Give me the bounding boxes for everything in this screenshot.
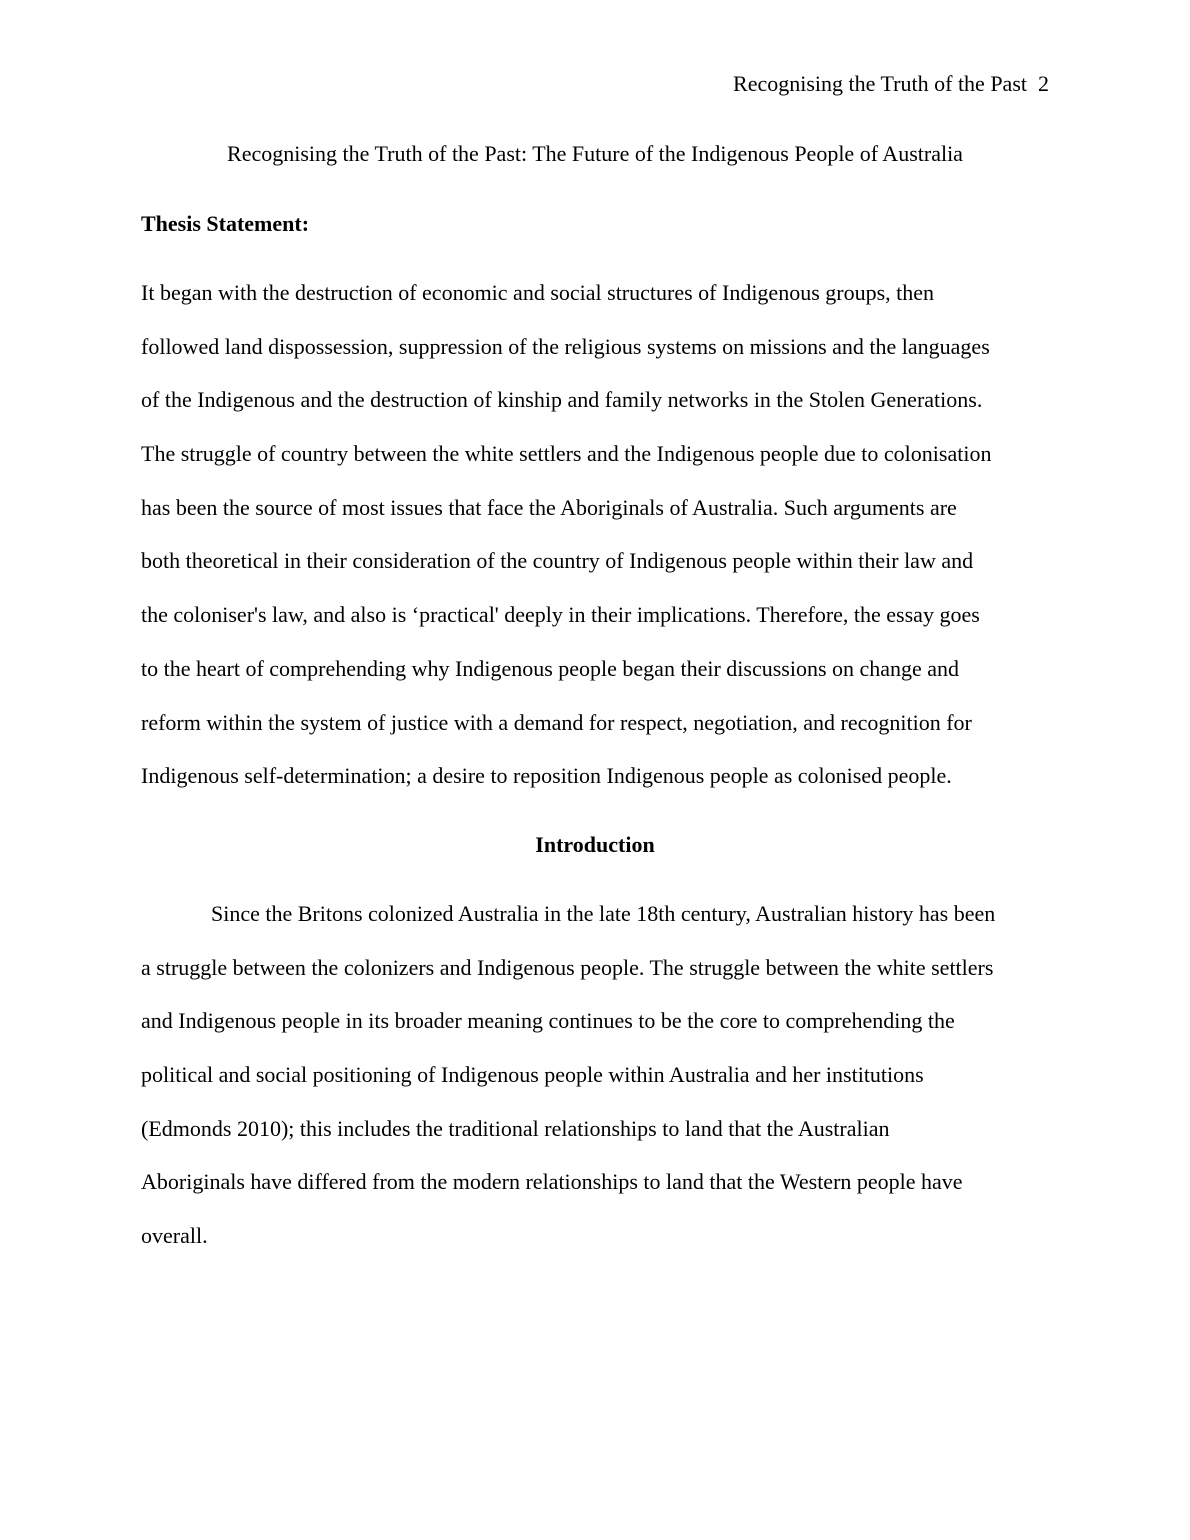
paragraph-line: political and social positioning of Indigenous people within Australia and her institutions: [141, 1062, 924, 1088]
paragraph-line: (Edmonds 2010); this includes the traditional relationships to land that the Australian: [141, 1115, 890, 1141]
paragraph-line: a struggle between the colonizers and Indigenous people. The struggle between the white settlers: [141, 954, 994, 980]
paragraph-line: It began with the destruction of economic and social structures of Indigenous groups, then: [141, 280, 935, 305]
paragraph-line: both theoretical in their consideration of the country of Indigenous people within their law and: [141, 548, 974, 574]
thesis-heading: Thesis Statement:: [141, 211, 310, 236]
paragraph-line: the coloniser's law, and also is ‘practical' deeply in their implications. Therefore, the essay goes: [141, 602, 980, 628]
running-head: Recognising the Truth of the Past 2: [733, 71, 1049, 96]
document-title: Recognising the Truth of the Past: The Future of the Indigenous People of Australia: [227, 141, 963, 166]
thesis-paragraph: [141, 277, 1061, 814]
paragraph-line: has been the source of most issues that face the Aboriginals of Australia. Such arguments are: [141, 494, 957, 520]
paragraph-line: reform within the system of justice with a demand for respect, negotiation, and recognition for: [141, 709, 972, 735]
paragraph-line: Since the Britons colonized Australia in the late 18th century, Australian history has been: [211, 901, 996, 926]
paragraph-line: to the heart of comprehending why Indigenous people began their discussions on change and: [141, 655, 960, 681]
paragraph-line: The struggle of country between the white settlers and the Indigenous people due to colonisation: [141, 441, 992, 467]
paragraph-line: Indigenous self-determination; a desire to reposition Indigenous people as colonised people.: [141, 763, 952, 789]
paragraph-line: of the Indigenous and the destruction of kinship and family networks in the Stolen Generations.: [141, 387, 983, 413]
paragraph-line: overall.: [141, 1223, 208, 1249]
introduction-paragraph: [141, 898, 1061, 1274]
paragraph-line: Aboriginals have differed from the modern relationships to land that the Western people have: [141, 1169, 963, 1195]
introduction-heading: Introduction: [535, 832, 655, 857]
paragraph-line: and Indigenous people in its broader meaning continues to be the core to comprehending the: [141, 1008, 955, 1034]
paragraph-line: followed land dispossession, suppression of the religious systems on missions and the languages: [141, 333, 990, 359]
